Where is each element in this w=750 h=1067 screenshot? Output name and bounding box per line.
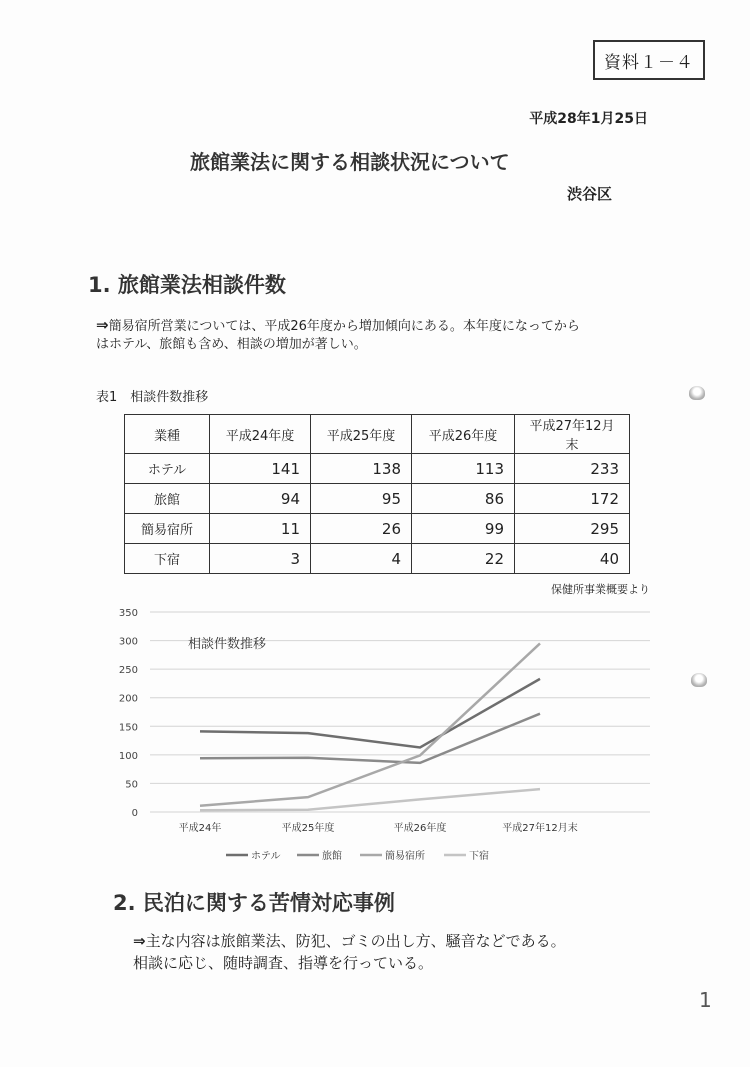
chart-series xyxy=(200,643,540,810)
y-tick-label: 200 xyxy=(118,693,138,705)
x-tick-label: 平成24年 xyxy=(178,823,222,834)
table-cell: 3 xyxy=(210,544,311,574)
table-cell: 40 xyxy=(515,544,630,574)
table-cell: 95 xyxy=(311,484,412,514)
table-header-row xyxy=(125,415,630,454)
document-date: 平成28年1月25日 xyxy=(529,111,648,127)
table-cell: 141 xyxy=(210,454,311,484)
arrow-icon: ⇒ xyxy=(133,932,146,950)
punch-hole-icon xyxy=(689,386,705,400)
table-cell: 94 xyxy=(210,484,311,514)
table-caption: 表1 相談件数推移 xyxy=(96,390,209,405)
section2-paragraph xyxy=(133,930,673,974)
punch-hole-icon xyxy=(691,673,707,687)
table-header: 業種 xyxy=(125,415,210,454)
x-tick-label: 平成25年度 xyxy=(281,823,335,834)
section2-heading: 2. 民泊に関する苦情対応事例 xyxy=(113,891,395,915)
table-header: 平成25年度 xyxy=(311,415,412,454)
table-cell: 22 xyxy=(412,544,515,574)
table-cell: 138 xyxy=(311,454,412,484)
y-tick-label: 300 xyxy=(118,636,138,648)
table-cell: 26 xyxy=(311,514,412,544)
table-source: 保健所事業概要より xyxy=(551,583,650,596)
y-tick-label: 150 xyxy=(118,722,138,734)
table-header: 平成27年12月末 xyxy=(515,415,630,454)
table-row xyxy=(125,484,630,514)
section1-heading: 1. 旅館業法相談件数 xyxy=(88,273,286,297)
section1-paragraph xyxy=(96,316,656,354)
chart-legend xyxy=(226,849,489,862)
document-title: 旅館業法に関する相談状況について xyxy=(190,150,510,174)
legend-label: 下宿 xyxy=(469,851,489,862)
table-cell: 113 xyxy=(412,454,515,484)
line-chart xyxy=(0,600,750,880)
organization-name: 渋谷区 xyxy=(567,185,613,203)
legend-label: ホテル xyxy=(251,851,281,862)
y-tick-label: 350 xyxy=(118,608,138,619)
y-tick-label: 50 xyxy=(125,779,138,791)
y-axis-ticks xyxy=(119,608,138,819)
legend-item xyxy=(444,850,489,862)
legend-item xyxy=(360,849,425,862)
table-cell: 233 xyxy=(515,454,630,484)
table-row xyxy=(125,544,630,574)
table-cell: 99 xyxy=(412,514,515,544)
legend-label: 旅館 xyxy=(322,851,342,862)
legend-item xyxy=(297,849,342,862)
table-row-label: ホテル xyxy=(125,454,210,484)
section1-text-line2: はホテル、旅館も含め、相談の増加が著しい。 xyxy=(96,337,367,352)
table-row xyxy=(125,514,630,544)
document-id: 資料１－４ xyxy=(604,52,694,73)
series-line-1 xyxy=(200,714,540,763)
chart-title: 相談件数推移 xyxy=(188,637,267,652)
series-line-3 xyxy=(200,789,540,810)
y-tick-label: 100 xyxy=(118,750,138,762)
table-header: 平成26年度 xyxy=(412,415,515,454)
x-tick-label: 平成26年度 xyxy=(393,823,447,834)
legend-item xyxy=(226,850,281,862)
y-tick-label: 250 xyxy=(118,665,138,677)
consultation-table xyxy=(124,414,630,574)
section2-text-line2: 相談に応じ、随時調査、指導を行っている。 xyxy=(133,954,434,972)
legend-label: 簡易宿所 xyxy=(385,851,425,862)
page-number: 1 xyxy=(699,988,712,1012)
section1-text-line1: 簡易宿所営業については、平成26年度から増加傾向にある。本年度になってから xyxy=(108,319,580,334)
y-tick-label: 0 xyxy=(131,808,138,819)
table-row-label: 旅館 xyxy=(125,484,210,514)
arrow-icon: ⇒ xyxy=(96,316,109,334)
series-line-2 xyxy=(200,643,540,805)
table-cell: 4 xyxy=(311,544,412,574)
x-axis-ticks xyxy=(179,821,578,834)
table-cell: 172 xyxy=(515,484,630,514)
table-cell: 11 xyxy=(210,514,311,544)
table-cell: 295 xyxy=(515,514,630,544)
x-tick-label: 平成27年12月末 xyxy=(502,823,578,834)
table-header: 平成24年度 xyxy=(210,415,311,454)
section2-text-line1: 主な内容は旅館業法、防犯、ゴミの出し方、騒音などである。 xyxy=(145,932,566,950)
table-row-label: 簡易宿所 xyxy=(125,514,210,544)
table-cell: 86 xyxy=(412,484,515,514)
table-row-label: 下宿 xyxy=(125,544,210,574)
document-id-box xyxy=(593,40,705,80)
table-row xyxy=(125,454,630,484)
series-line-0 xyxy=(200,679,540,748)
